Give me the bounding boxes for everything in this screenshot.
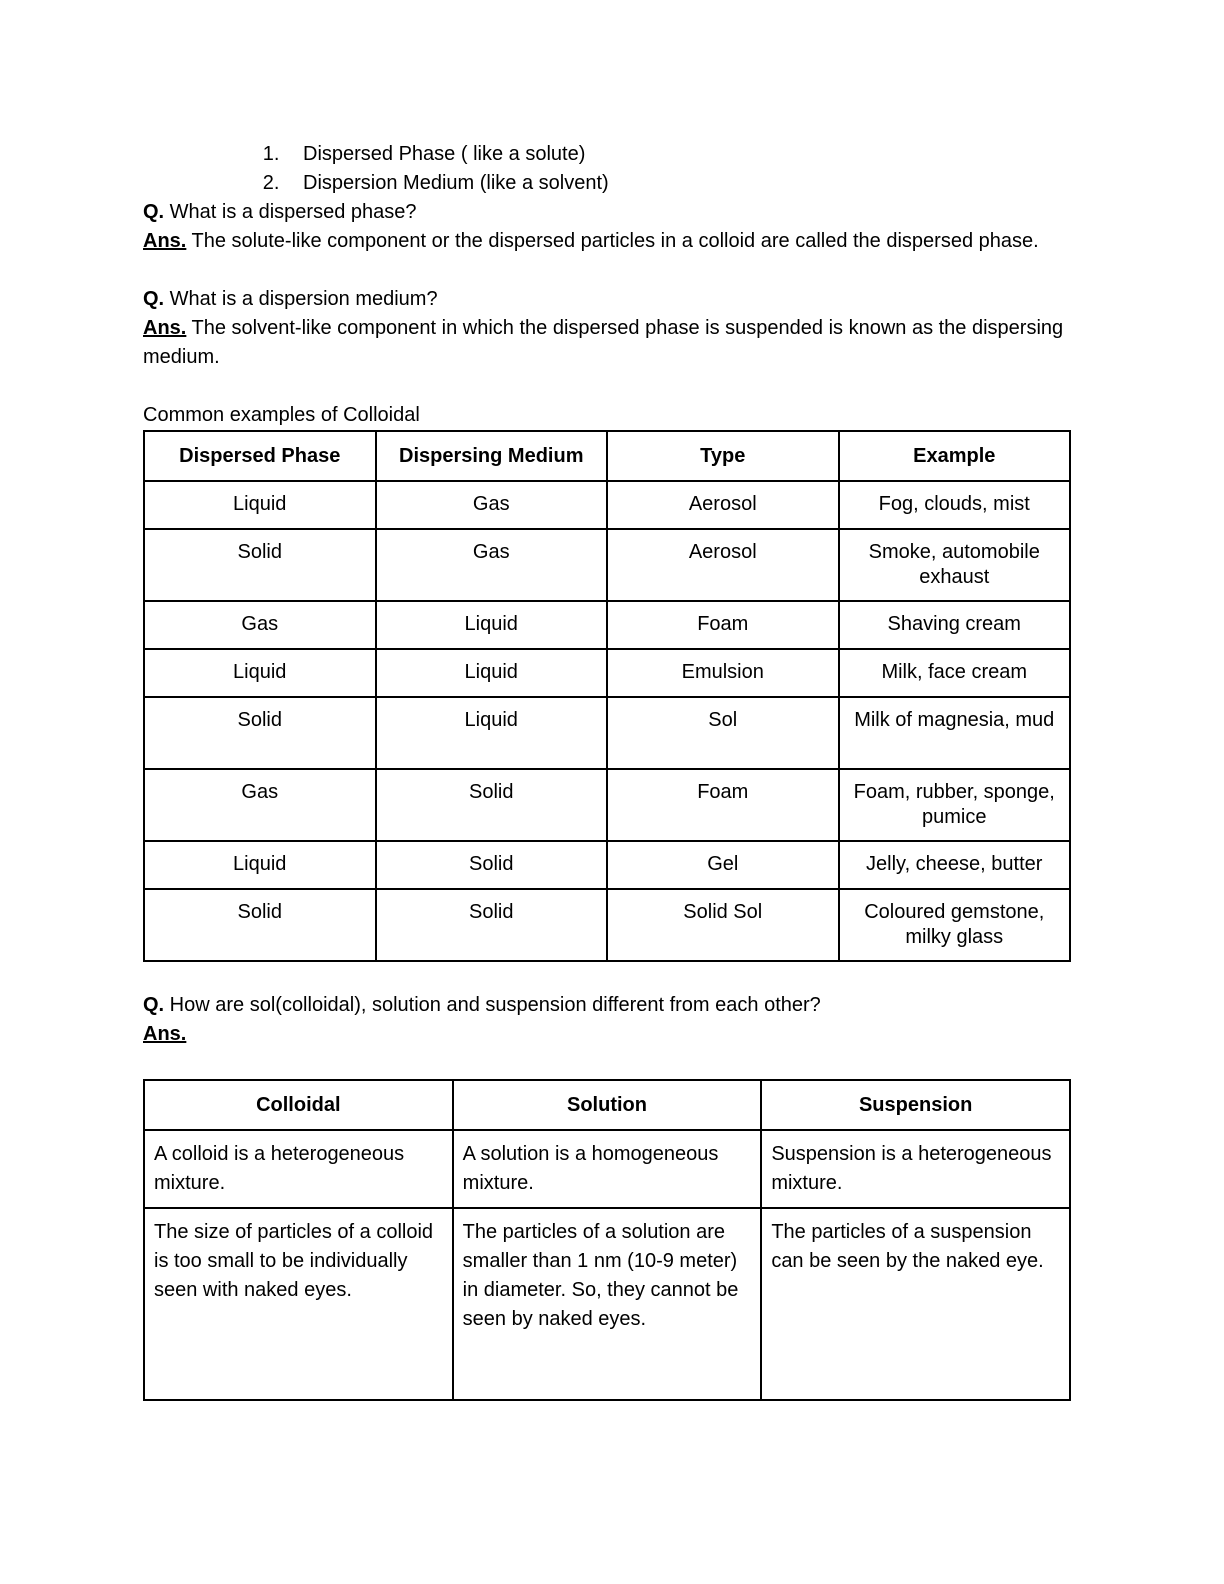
- list-item: 1. Dispersed Phase ( like a solute): [285, 140, 1071, 169]
- table-row: Solid Solid Solid Sol Coloured gemstone, milky glass: [144, 889, 1070, 961]
- comparison-table: [143, 1079, 1071, 1401]
- table-row: Gas Solid Foam Foam, rubber, sponge, pumice: [144, 769, 1070, 841]
- components-list: [143, 140, 1071, 198]
- answer: Ans.: [143, 1023, 187, 1045]
- column-header: Suspension: [761, 1080, 1070, 1130]
- table-row: Liquid Solid Gel Jelly, cheese, butter: [144, 841, 1070, 889]
- question: Q. What is a dispersed phase?: [143, 201, 417, 223]
- answer: Ans. The solvent-like component in which the dispersed phase is suspended is known as the dispersing medium.: [143, 317, 1064, 368]
- list-item: 2. Dispersion Medium (like a solvent): [285, 169, 1071, 198]
- table-row: Solid Gas Aerosol Smoke, automobile exhaust: [144, 529, 1070, 601]
- column-header: Example: [839, 431, 1071, 481]
- table-header-row: [144, 431, 1070, 481]
- table-caption: Common examples of Colloidal: [143, 404, 420, 426]
- table-row: Liquid Liquid Emulsion Milk, face cream: [144, 649, 1070, 697]
- column-header: Dispersing Medium: [376, 431, 608, 481]
- table-row: The size of particles of a colloid is too small to be individually seen with naked eyes. The particles of a solution are smaller than 1 nm (10-9 meter) in diameter. So, they cannot be seen by naked eyes. The particles of a suspension can be seen by the naked eye.: [144, 1208, 1070, 1400]
- colloid-examples-table: [143, 430, 1071, 962]
- table-row: Gas Liquid Foam Shaving cream: [144, 601, 1070, 649]
- column-header: Dispersed Phase: [144, 431, 376, 481]
- answer: Ans. The solute-like component or the dispersed particles in a colloid are called the dispersed phase.: [143, 230, 1039, 252]
- document-page: [143, 140, 1071, 1401]
- column-header: Solution: [453, 1080, 762, 1130]
- column-header: Type: [607, 431, 839, 481]
- table-header-row: [144, 1080, 1070, 1130]
- question: Q. How are sol(colloidal), solution and suspension different from each other?: [143, 994, 821, 1016]
- question: Q. What is a dispersion medium?: [143, 288, 438, 310]
- table-row: Liquid Gas Aerosol Fog, clouds, mist: [144, 481, 1070, 529]
- table-row: Solid Liquid Sol Milk of magnesia, mud: [144, 697, 1070, 769]
- column-header: Colloidal: [144, 1080, 453, 1130]
- table-row: A colloid is a heterogeneous mixture. A solution is a homogeneous mixture. Suspension is a heterogeneous mixture.: [144, 1130, 1070, 1208]
